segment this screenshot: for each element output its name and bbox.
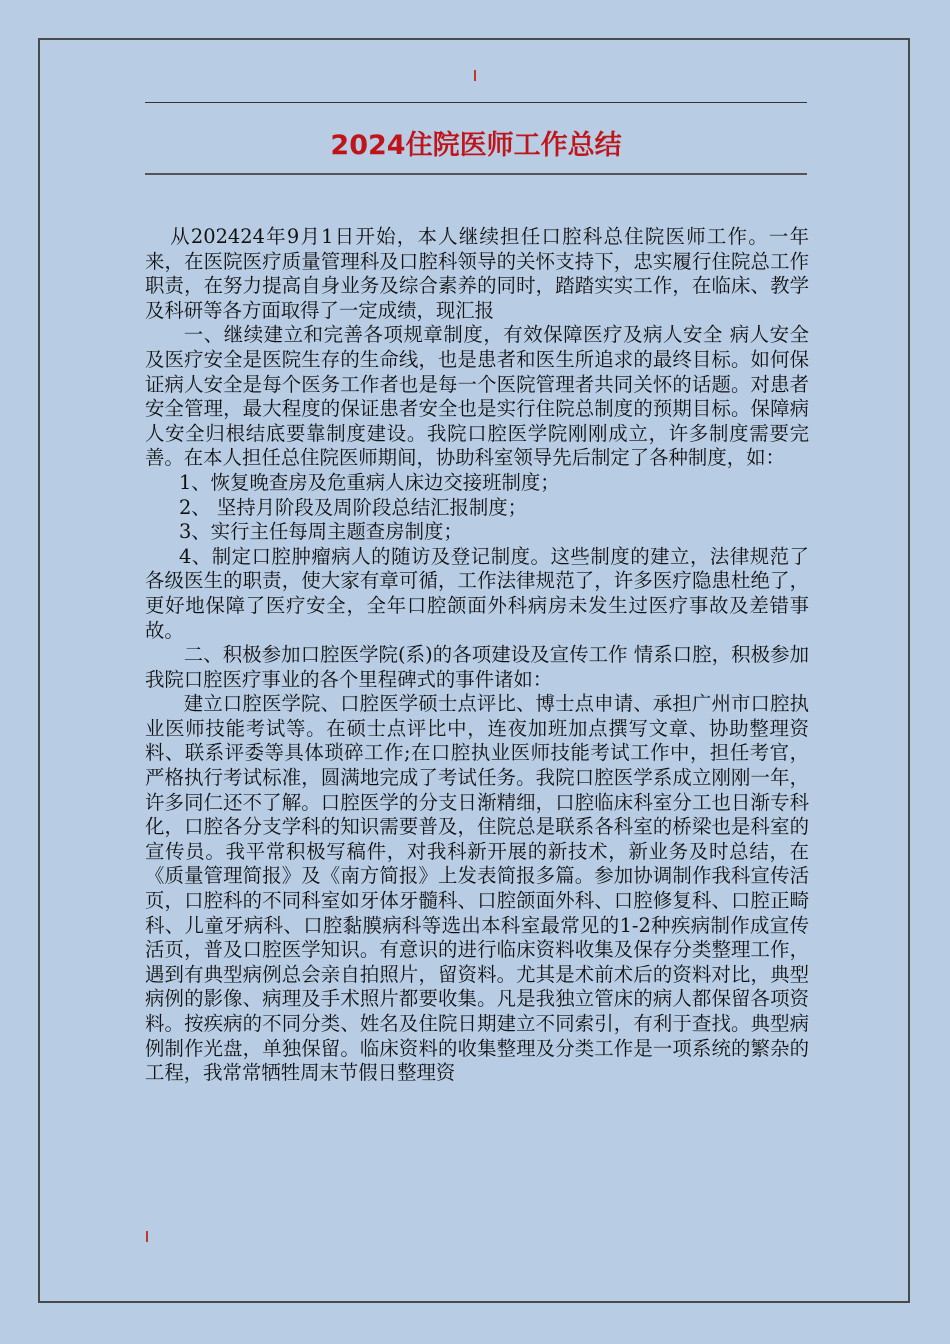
paragraph-section-1: 一、继续建立和完善各项规章制度，有效保障医疗及病人安全 病人安全及医疗安全是医院生存的生命线，也是患者和医生所追求的最终目标。如何保证病人安全是每个医务工作者也是每一个医院管理者共同关怀的话题。对患者安全管理，最大程度的保证患者安全也是实行住院总制度的预期目标。保障病人安全归根结底要靠制度建设。我院口腔医学院刚刚成立，许多制度需要完善。在本人担任总住院医师期间，协助科室领导先后制定了各种制度，如： xyxy=(145,323,809,470)
list-item-1: 1、恢复晚查房及危重病人床边交接班制度； xyxy=(178,470,560,494)
list-item-4: 4、制定口腔肿瘤病人的随访及登记制度。这些制度的建立，法律规范了各级医生的职责，使大家有章可循，工作法律规范了，许多医疗隐患杜绝了，更好地保障了医疗安全，全年口腔颌面外科病房未发生过医疗事故及差错事故。 xyxy=(145,544,809,642)
paragraph-intro: 从202424年9月1日开始，本人继续担任口腔科总住院医师工作。一年来，在医院医疗质量管理科及口腔科领导的关怀支持下，忠实履行住院总工作职责，在努力提高自身业务及综合素养的同时，踏踏实实工作，在临床、教学及科研等各方面取得了一定成绩，现汇报 xyxy=(145,225,809,322)
paragraph-section-2: 二、积极参加口腔医学院(系)的各项建设及宣传工作 情系口腔，积极参加我院口腔医疗事业的各个里程碑式的事件诸如： xyxy=(145,643,809,691)
list-item-2: 2、 坚持月阶段及周阶段总结汇报制度； xyxy=(178,495,528,519)
header-mark xyxy=(474,70,476,81)
paragraph-section-2-body: 建立口腔医学院、口腔医学硕士点评比、博士点申请、承担广州市口腔执业医师技能考试等。在硕士点评比中，连夜加班加点撰写文章、协助整理资料、联系评委等具体琐碎工作;在口腔执业医师技能考试工作中，担任考官，严格执行考试标准，圆满地完成了考试任务。我院口腔医学系成立刚刚一年，许多同仁还不了解。口腔医学的分支日渐精细，口腔临床科室分工也日渐专科化，口腔各分支学科的知识需要普及，住院总是联系各科室的桥梁也是科室的宣传员。我平常积极写稿件，对我科新开展的新技术，新业务及时总结，在《质量管理简报》及《南方简报》上发表简报多篇。参加协调制作我科宣传活页，口腔科的不同科室如牙体牙髓科、口腔颌面外科、口腔修复科、口腔正畸科、儿童牙病科、口腔黏膜病科等选出本科室最常见的1-2种疾病制作成宣传活页，普及口腔医学知识。有意识的进行临床资料收集及保存分类整理工作，遇到有典型病例总会亲自拍照片，留资料。尤其是术前术后的资料对比，典型病例的影像、病理及手术照片都要收集。凡是我独立管床的病人都保留各项资料。按疾病的不同分类、姓名及住院日期建立不同索引，有利于查找。典型病例制作光盘，单独保留。临床资料的收集整理及分类工作是一项系统的繁杂的工程，我常常牺牲周末节假日整理资 xyxy=(145,692,809,1085)
footer-mark xyxy=(146,1231,148,1242)
document-title: 2024住院医师工作总结 xyxy=(330,130,622,161)
title-underline xyxy=(145,173,807,175)
document-body xyxy=(145,225,809,1086)
header-rule xyxy=(145,102,807,103)
list-item-3: 3、实行主任每周主题查房制度； xyxy=(178,520,463,544)
